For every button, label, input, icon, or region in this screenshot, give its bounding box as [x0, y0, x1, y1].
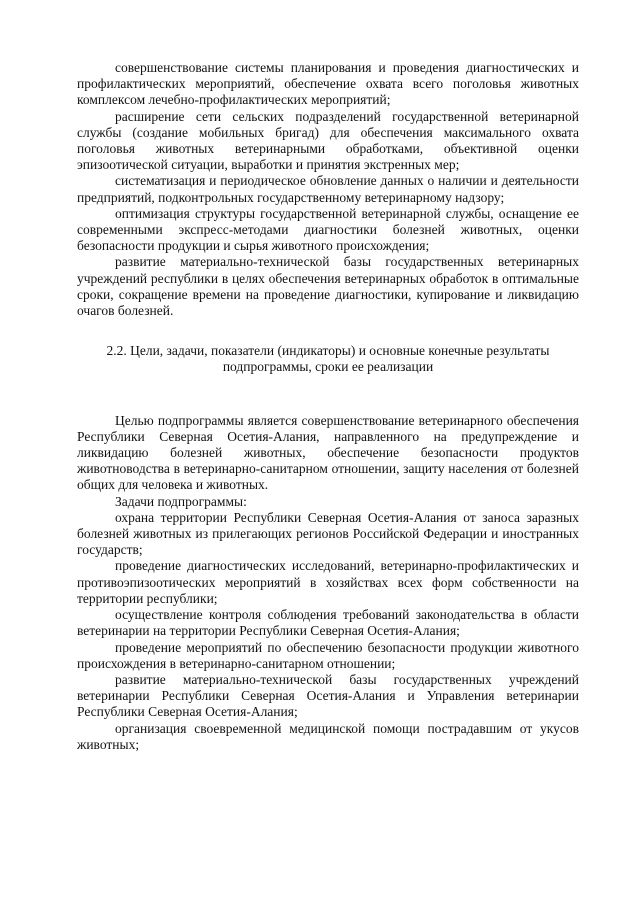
list-item: осуществление контроля соблюдения требований законодательства в области ветеринарии на территории Республики Северная Осетия-Алания;: [77, 607, 579, 639]
list-item: проведение диагностических исследований, ветеринарно-профилактических и противоэпизоотических мероприятий в хозяйствах всех форм собственности на территории республики;: [77, 558, 579, 606]
tasks-list: [77, 510, 579, 753]
list-item: организация своевременной медицинской помощи пострадавшим от укусов животных;: [77, 720, 579, 752]
list-item: совершенствование системы планирования и проведения диагностических и профилактических мероприятий, обеспечение охвата всего поголовья животных комплексом лечебно-профилактических мероприятий;: [77, 60, 579, 108]
list-item: проведение мероприятий по обеспечению безопасности продукции животного происхождения в ветеринарно-санитарном отношении;: [77, 639, 579, 671]
list-item: охрана территории Республики Северная Осетия-Алания от заноса заразных болезней животных из прилегающих регионов Российской Федерации и иностранных государств;: [77, 509, 579, 558]
list-item: развитие материально-технической базы государственных учреждений ветеринарии Республики Северная Осетия-Алания и Управления ветеринарии Республики Северная Осетия-Алания;: [77, 671, 579, 720]
list-item: расширение сети сельских подразделений государственной ветеринарной службы (создание мобильных бригад) для обеспечения максимального охвата поголовья животных ветеринарными обработками, объективной оценки эпизоотической ситуации, выработки и принятия экстренных мер;: [77, 108, 579, 173]
list-item: систематизация и периодическое обновление данных о наличии и деятельности предприятий, подконтрольных государственному ветеринарному надзору;: [77, 173, 579, 205]
section-heading: [77, 343, 579, 375]
section-heading-line-2: подпрограммы, сроки ее реализации: [222, 359, 434, 375]
tasks-intro: Задачи подпрограммы:: [115, 493, 247, 509]
list-item: развитие материально-технической базы государственных ветеринарных учреждений республики в целях обеспечения ветеринарных обработок в оптимальные сроки, сокращение времени на проведение диагностики, купирование и ликвидацию очагов болезней.: [77, 254, 579, 319]
document-page: [77, 60, 579, 753]
goal-paragraph: Целью подпрограммы является совершенствование ветеринарного обеспечения Республики Северная Осетия-Алания, направленного на предупреждение и ликвидацию болезней животных, обеспечение безопасности продуктов животноводства в ветеринарно-санитарном отношении, защиту населения от болезней общих для человека и животных.: [77, 412, 579, 493]
measures-list: [77, 60, 579, 319]
list-item: оптимизация структуры государственной ветеринарной службы, оснащение ее современными экспресс-методами диагностики болезней животных, оценки безопасности продукции и сырья животного происхождения;: [77, 205, 579, 254]
section-heading-line-1: 2.2. Цели, задачи, показатели (индикаторы) и основные конечные результаты: [106, 343, 550, 359]
